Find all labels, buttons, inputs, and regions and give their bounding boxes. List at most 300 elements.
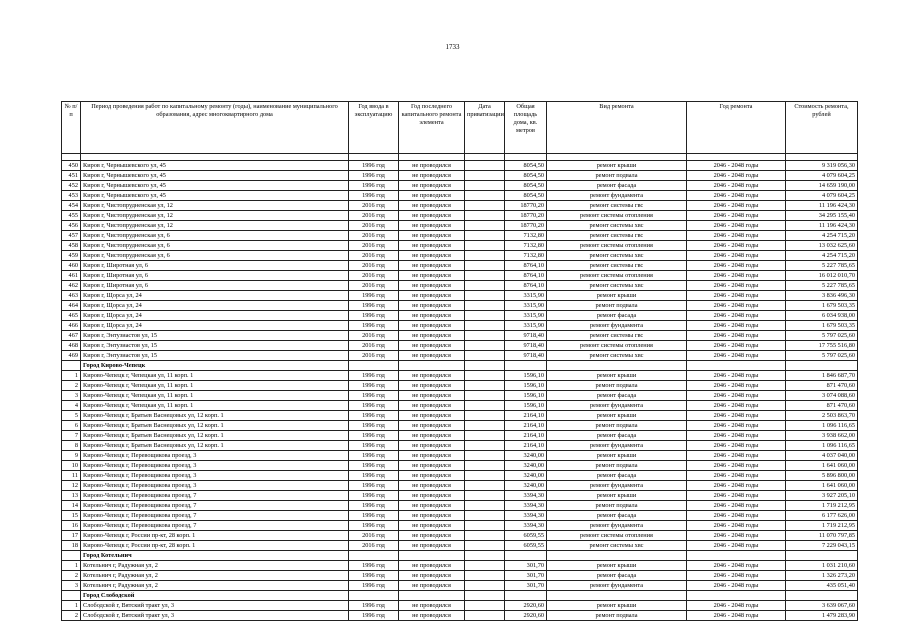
table-row bbox=[62, 241, 858, 251]
area-cell: 3315,90 bbox=[505, 301, 547, 311]
repair-year-cell: 2046 - 2048 годы bbox=[687, 381, 786, 391]
area-cell: 3315,90 bbox=[505, 291, 547, 301]
repair-type-cell: ремонт крыши bbox=[547, 491, 687, 501]
area-cell: 7132,80 bbox=[505, 251, 547, 261]
address-cell: Кирово-Чепецк г, Чепецкая ул, 11 корп. 1 bbox=[81, 401, 349, 411]
table-row bbox=[62, 611, 858, 621]
header-cell: Дата приватизации bbox=[465, 102, 505, 154]
last-repair-cell: не проводился bbox=[399, 611, 465, 621]
repair-year-cell: 2046 - 2048 годы bbox=[687, 411, 786, 421]
repair-type-cell: ремонт системы хвс bbox=[547, 541, 687, 551]
table-spacer-row bbox=[62, 154, 858, 161]
cost-cell: 871 470,60 bbox=[786, 401, 858, 411]
empty-cell bbox=[62, 591, 81, 601]
privatization-date-cell bbox=[465, 241, 505, 251]
address-cell: Киров г, Чистопрудненская ул, 12 bbox=[81, 211, 349, 221]
row-number-cell: 8 bbox=[62, 441, 81, 451]
area-cell: 3394,30 bbox=[505, 521, 547, 531]
last-repair-cell: не проводился bbox=[399, 301, 465, 311]
address-cell: Котельнич г, Радужная ул, 2 bbox=[81, 581, 349, 591]
address-cell: Котельнич г, Радужная ул, 2 bbox=[81, 561, 349, 571]
table-row bbox=[62, 221, 858, 231]
table-row bbox=[62, 581, 858, 591]
last-repair-cell: не проводился bbox=[399, 271, 465, 281]
repair-type-cell: ремонт фундамента bbox=[547, 481, 687, 491]
area-cell: 8764,10 bbox=[505, 281, 547, 291]
address-cell: Киров г, Щорса ул, 24 bbox=[81, 311, 349, 321]
address-cell: Кирово-Чепецк г, Перевощикова проезд, 7 bbox=[81, 511, 349, 521]
privatization-date-cell bbox=[465, 571, 505, 581]
privatization-date-cell bbox=[465, 171, 505, 181]
row-number-cell: 451 bbox=[62, 171, 81, 181]
row-number-cell: 2 bbox=[62, 571, 81, 581]
table-row bbox=[62, 201, 858, 211]
header-cell: Стоимость ремонта, рублей bbox=[786, 102, 858, 154]
year-built-cell: 1996 год bbox=[349, 491, 399, 501]
table-header-row bbox=[62, 102, 858, 154]
table-row bbox=[62, 341, 858, 351]
cost-cell: 3 639 067,60 bbox=[786, 601, 858, 611]
row-number-cell: 465 bbox=[62, 311, 81, 321]
row-number-cell: 460 bbox=[62, 261, 81, 271]
area-cell: 1596,10 bbox=[505, 401, 547, 411]
empty-cell bbox=[399, 551, 465, 561]
repair-year-cell: 2046 - 2048 годы bbox=[687, 161, 786, 171]
table-row bbox=[62, 251, 858, 261]
table-row bbox=[62, 531, 858, 541]
repair-type-cell: ремонт системы гвс bbox=[547, 201, 687, 211]
cost-cell: 9 319 056,30 bbox=[786, 161, 858, 171]
year-built-cell: 1996 год bbox=[349, 441, 399, 451]
row-number-cell: 16 bbox=[62, 521, 81, 531]
repair-year-cell: 2046 - 2048 годы bbox=[687, 281, 786, 291]
empty-cell bbox=[786, 551, 858, 561]
repair-type-cell: ремонт фасада bbox=[547, 311, 687, 321]
area-cell: 9718,40 bbox=[505, 341, 547, 351]
table-row bbox=[62, 491, 858, 501]
last-repair-cell: не проводился bbox=[399, 411, 465, 421]
table-row bbox=[62, 411, 858, 421]
year-built-cell: 1996 год bbox=[349, 461, 399, 471]
row-number-cell: 7 bbox=[62, 431, 81, 441]
last-repair-cell: не проводился bbox=[399, 261, 465, 271]
repair-type-cell: ремонт крыши bbox=[547, 371, 687, 381]
privatization-date-cell bbox=[465, 481, 505, 491]
cost-cell: 4 079 604,25 bbox=[786, 171, 858, 181]
table-row bbox=[62, 171, 858, 181]
address-cell: Киров г, Энтузиастов ул, 15 bbox=[81, 331, 349, 341]
row-number-cell: 6 bbox=[62, 421, 81, 431]
table-row bbox=[62, 441, 858, 451]
privatization-date-cell bbox=[465, 191, 505, 201]
year-built-cell: 2016 год bbox=[349, 271, 399, 281]
table-row bbox=[62, 331, 858, 341]
area-cell: 8764,10 bbox=[505, 261, 547, 271]
area-cell: 3240,00 bbox=[505, 471, 547, 481]
repair-year-cell: 2046 - 2048 годы bbox=[687, 511, 786, 521]
address-cell: Киров г, Щорса ул, 24 bbox=[81, 321, 349, 331]
privatization-date-cell bbox=[465, 541, 505, 551]
empty-cell bbox=[349, 591, 399, 601]
area-cell: 1596,10 bbox=[505, 371, 547, 381]
address-cell: Кирово-Чепецк г, Братьев Васнецовых ул, 12 корп. 1 bbox=[81, 431, 349, 441]
table-row bbox=[62, 451, 858, 461]
year-built-cell: 2016 год bbox=[349, 241, 399, 251]
repair-type-cell: ремонт фасада bbox=[547, 571, 687, 581]
year-built-cell: 1996 год bbox=[349, 391, 399, 401]
address-cell: Кирово-Чепецк г, Чепецкая ул, 11 корп. 1 bbox=[81, 391, 349, 401]
address-cell: Киров г, Энтузиастов ул, 15 bbox=[81, 341, 349, 351]
table-row bbox=[62, 311, 858, 321]
year-built-cell: 1996 год bbox=[349, 471, 399, 481]
empty-cell bbox=[687, 591, 786, 601]
address-cell: Кирово-Чепецк г, Перевощикова проезд, 3 bbox=[81, 481, 349, 491]
repair-type-cell: ремонт подвала bbox=[547, 501, 687, 511]
empty-cell bbox=[81, 154, 349, 161]
row-number-cell: 455 bbox=[62, 211, 81, 221]
repair-year-cell: 2046 - 2048 годы bbox=[687, 251, 786, 261]
repair-type-cell: ремонт фасада bbox=[547, 511, 687, 521]
last-repair-cell: не проводился bbox=[399, 541, 465, 551]
area-cell: 3240,00 bbox=[505, 451, 547, 461]
privatization-date-cell bbox=[465, 431, 505, 441]
area-cell: 2164,10 bbox=[505, 421, 547, 431]
privatization-date-cell bbox=[465, 251, 505, 261]
area-cell: 3394,30 bbox=[505, 491, 547, 501]
year-built-cell: 1996 год bbox=[349, 561, 399, 571]
privatization-date-cell bbox=[465, 381, 505, 391]
repair-type-cell: ремонт фундамента bbox=[547, 441, 687, 451]
address-cell: Кирово-Чепецк г, России пр-кт, 28 корп. 1 bbox=[81, 531, 349, 541]
cost-cell: 1 846 687,70 bbox=[786, 371, 858, 381]
empty-cell bbox=[547, 591, 687, 601]
year-built-cell: 1996 год bbox=[349, 401, 399, 411]
table-row bbox=[62, 431, 858, 441]
empty-cell bbox=[505, 154, 547, 161]
empty-cell bbox=[349, 154, 399, 161]
privatization-date-cell bbox=[465, 461, 505, 471]
privatization-date-cell bbox=[465, 411, 505, 421]
repair-type-cell: ремонт системы отопления bbox=[547, 241, 687, 251]
cost-cell: 1 096 116,65 bbox=[786, 421, 858, 431]
repair-year-cell: 2046 - 2048 годы bbox=[687, 241, 786, 251]
table-row bbox=[62, 471, 858, 481]
empty-cell bbox=[399, 154, 465, 161]
area-cell: 1596,10 bbox=[505, 391, 547, 401]
area-cell: 3315,90 bbox=[505, 321, 547, 331]
cost-cell: 1 641 060,00 bbox=[786, 461, 858, 471]
table-row bbox=[62, 561, 858, 571]
year-built-cell: 1996 год bbox=[349, 501, 399, 511]
repair-type-cell: ремонт системы отопления bbox=[547, 211, 687, 221]
table-row bbox=[62, 371, 858, 381]
year-built-cell: 1996 год bbox=[349, 601, 399, 611]
row-number-cell: 461 bbox=[62, 271, 81, 281]
year-built-cell: 1996 год bbox=[349, 451, 399, 461]
repair-type-cell: ремонт подвала bbox=[547, 421, 687, 431]
last-repair-cell: не проводился bbox=[399, 241, 465, 251]
repair-type-cell: ремонт системы хвс bbox=[547, 251, 687, 261]
area-cell: 18770,20 bbox=[505, 211, 547, 221]
row-number-cell: 14 bbox=[62, 501, 81, 511]
row-number-cell: 13 bbox=[62, 491, 81, 501]
address-cell: Кирово-Чепецк г, России пр-кт, 28 корп. 1 bbox=[81, 541, 349, 551]
repair-year-cell: 2046 - 2048 годы bbox=[687, 171, 786, 181]
area-cell: 6059,55 bbox=[505, 541, 547, 551]
row-number-cell: 469 bbox=[62, 351, 81, 361]
empty-cell bbox=[62, 551, 81, 561]
last-repair-cell: не проводился bbox=[399, 181, 465, 191]
cost-cell: 1 719 212,95 bbox=[786, 501, 858, 511]
last-repair-cell: не проводился bbox=[399, 201, 465, 211]
section-title: Город Кирово-Чепецк bbox=[81, 361, 349, 371]
header-cell: Год ремонта bbox=[687, 102, 786, 154]
repair-year-cell: 2046 - 2048 годы bbox=[687, 431, 786, 441]
section-row bbox=[62, 591, 858, 601]
last-repair-cell: не проводился bbox=[399, 171, 465, 181]
row-number-cell: 468 bbox=[62, 341, 81, 351]
repair-year-cell: 2046 - 2048 годы bbox=[687, 401, 786, 411]
address-cell: Киров г, Чернышевского ул, 45 bbox=[81, 181, 349, 191]
repair-type-cell: ремонт системы хвс bbox=[547, 281, 687, 291]
table-row bbox=[62, 301, 858, 311]
last-repair-cell: не проводился bbox=[399, 431, 465, 441]
last-repair-cell: не проводился bbox=[399, 521, 465, 531]
row-number-cell: 2 bbox=[62, 611, 81, 621]
table-row bbox=[62, 571, 858, 581]
repair-year-cell: 2046 - 2048 годы bbox=[687, 421, 786, 431]
repair-year-cell: 2046 - 2048 годы bbox=[687, 321, 786, 331]
year-built-cell: 1996 год bbox=[349, 481, 399, 491]
privatization-date-cell bbox=[465, 351, 505, 361]
repair-type-cell: ремонт фундамента bbox=[547, 581, 687, 591]
year-built-cell: 2016 год bbox=[349, 351, 399, 361]
last-repair-cell: не проводился bbox=[399, 231, 465, 241]
area-cell: 8054,50 bbox=[505, 171, 547, 181]
empty-cell bbox=[687, 361, 786, 371]
privatization-date-cell bbox=[465, 531, 505, 541]
address-cell: Кирово-Чепецк г, Чепецкая ул, 11 корп. 1 bbox=[81, 381, 349, 391]
repair-year-cell: 2046 - 2048 годы bbox=[687, 501, 786, 511]
repair-year-cell: 2046 - 2048 годы bbox=[687, 611, 786, 621]
year-built-cell: 1996 год bbox=[349, 371, 399, 381]
privatization-date-cell bbox=[465, 491, 505, 501]
repair-year-cell: 2046 - 2048 годы bbox=[687, 231, 786, 241]
year-built-cell: 1996 год bbox=[349, 581, 399, 591]
privatization-date-cell bbox=[465, 301, 505, 311]
table-row bbox=[62, 421, 858, 431]
header-cell: Период проведения работ по капитальному ремонту (годы), наименование муниципального образования, адрес многоквартирного дома bbox=[81, 102, 349, 154]
repair-year-cell: 2046 - 2048 годы bbox=[687, 451, 786, 461]
repair-type-cell: ремонт подвала bbox=[547, 301, 687, 311]
address-cell: Кирово-Чепецк г, Перевощикова проезд, 3 bbox=[81, 451, 349, 461]
address-cell: Киров г, Энтузиастов ул, 15 bbox=[81, 351, 349, 361]
row-number-cell: 456 bbox=[62, 221, 81, 231]
year-built-cell: 1996 год bbox=[349, 611, 399, 621]
section-row bbox=[62, 551, 858, 561]
privatization-date-cell bbox=[465, 611, 505, 621]
area-cell: 2164,10 bbox=[505, 411, 547, 421]
last-repair-cell: не проводился bbox=[399, 571, 465, 581]
empty-cell bbox=[62, 154, 81, 161]
year-built-cell: 1996 год bbox=[349, 521, 399, 531]
address-cell: Киров г, Чернышевского ул, 45 bbox=[81, 161, 349, 171]
privatization-date-cell bbox=[465, 331, 505, 341]
cost-cell: 3 927 205,10 bbox=[786, 491, 858, 501]
repair-type-cell: ремонт системы хвс bbox=[547, 351, 687, 361]
last-repair-cell: не проводился bbox=[399, 531, 465, 541]
address-cell: Киров г, Чистопрудненская ул, 6 bbox=[81, 231, 349, 241]
cost-cell: 17 755 516,80 bbox=[786, 341, 858, 351]
repair-type-cell: ремонт подвала bbox=[547, 381, 687, 391]
area-cell: 2920,60 bbox=[505, 601, 547, 611]
repair-year-cell: 2046 - 2048 годы bbox=[687, 201, 786, 211]
cost-cell: 1 679 503,35 bbox=[786, 301, 858, 311]
row-number-cell: 467 bbox=[62, 331, 81, 341]
table-row bbox=[62, 261, 858, 271]
repair-type-cell: ремонт фундамента bbox=[547, 521, 687, 531]
area-cell: 3240,00 bbox=[505, 461, 547, 471]
header-cell: Год ввода в эксплуатацию bbox=[349, 102, 399, 154]
privatization-date-cell bbox=[465, 321, 505, 331]
privatization-date-cell bbox=[465, 581, 505, 591]
last-repair-cell: не проводился bbox=[399, 191, 465, 201]
address-cell: Киров г, Широтная ул, 6 bbox=[81, 261, 349, 271]
address-cell: Киров г, Чистопрудненская ул, 12 bbox=[81, 221, 349, 231]
year-built-cell: 2016 год bbox=[349, 341, 399, 351]
row-number-cell: 1 bbox=[62, 561, 81, 571]
table-row bbox=[62, 231, 858, 241]
privatization-date-cell bbox=[465, 561, 505, 571]
empty-cell bbox=[465, 591, 505, 601]
last-repair-cell: не проводился bbox=[399, 311, 465, 321]
table-body bbox=[62, 154, 858, 621]
address-cell: Киров г, Чернышевского ул, 45 bbox=[81, 191, 349, 201]
address-cell: Котельнич г, Радужная ул, 2 bbox=[81, 571, 349, 581]
year-built-cell: 2016 год bbox=[349, 251, 399, 261]
cost-cell: 3 836 496,30 bbox=[786, 291, 858, 301]
repair-year-cell: 2046 - 2048 годы bbox=[687, 331, 786, 341]
repair-year-cell: 2046 - 2048 годы bbox=[687, 191, 786, 201]
last-repair-cell: не проводился bbox=[399, 211, 465, 221]
cost-cell: 5 896 800,00 bbox=[786, 471, 858, 481]
repair-year-cell: 2046 - 2048 годы bbox=[687, 601, 786, 611]
repair-year-cell: 2046 - 2048 годы bbox=[687, 181, 786, 191]
year-built-cell: 2016 год bbox=[349, 541, 399, 551]
year-built-cell: 1996 год bbox=[349, 161, 399, 171]
area-cell: 6059,55 bbox=[505, 531, 547, 541]
area-cell: 8054,50 bbox=[505, 161, 547, 171]
row-number-cell: 5 bbox=[62, 411, 81, 421]
privatization-date-cell bbox=[465, 311, 505, 321]
privatization-date-cell bbox=[465, 391, 505, 401]
table-row bbox=[62, 481, 858, 491]
privatization-date-cell bbox=[465, 211, 505, 221]
privatization-date-cell bbox=[465, 371, 505, 381]
empty-cell bbox=[505, 361, 547, 371]
cost-cell: 11 196 424,30 bbox=[786, 221, 858, 231]
year-built-cell: 1996 год bbox=[349, 181, 399, 191]
table-row bbox=[62, 191, 858, 201]
cost-cell: 6 034 938,00 bbox=[786, 311, 858, 321]
page-number: 1733 bbox=[445, 43, 460, 51]
repair-type-cell: ремонт системы гвс bbox=[547, 331, 687, 341]
empty-cell bbox=[399, 591, 465, 601]
year-built-cell: 1996 год bbox=[349, 301, 399, 311]
privatization-date-cell bbox=[465, 421, 505, 431]
cost-cell: 5 227 785,65 bbox=[786, 261, 858, 271]
empty-cell bbox=[465, 154, 505, 161]
privatization-date-cell bbox=[465, 521, 505, 531]
row-number-cell: 458 bbox=[62, 241, 81, 251]
cost-cell: 4 037 040,00 bbox=[786, 451, 858, 461]
row-number-cell: 3 bbox=[62, 391, 81, 401]
empty-cell bbox=[687, 154, 786, 161]
table-row bbox=[62, 321, 858, 331]
last-repair-cell: не проводился bbox=[399, 401, 465, 411]
area-cell: 301,70 bbox=[505, 571, 547, 581]
privatization-date-cell bbox=[465, 401, 505, 411]
empty-cell bbox=[505, 591, 547, 601]
cost-cell: 1 031 210,60 bbox=[786, 561, 858, 571]
empty-cell bbox=[547, 361, 687, 371]
table-row bbox=[62, 381, 858, 391]
row-number-cell: 9 bbox=[62, 451, 81, 461]
area-cell: 3394,30 bbox=[505, 501, 547, 511]
year-built-cell: 1996 год bbox=[349, 291, 399, 301]
repair-year-cell: 2046 - 2048 годы bbox=[687, 261, 786, 271]
privatization-date-cell bbox=[465, 601, 505, 611]
repair-year-cell: 2046 - 2048 годы bbox=[687, 291, 786, 301]
last-repair-cell: не проводился bbox=[399, 511, 465, 521]
row-number-cell: 466 bbox=[62, 321, 81, 331]
cost-cell: 1 641 060,00 bbox=[786, 481, 858, 491]
repair-type-cell: ремонт фасада bbox=[547, 181, 687, 191]
address-cell: Кирово-Чепецк г, Перевощикова проезд, 7 bbox=[81, 501, 349, 511]
address-cell: Киров г, Широтная ул, 6 bbox=[81, 281, 349, 291]
address-cell: Киров г, Чистопрудненская ул, 6 bbox=[81, 251, 349, 261]
last-repair-cell: не проводился bbox=[399, 371, 465, 381]
header-cell: Общая площадь дома, кв. метров bbox=[505, 102, 547, 154]
row-number-cell: 454 bbox=[62, 201, 81, 211]
cost-cell: 5 797 025,60 bbox=[786, 351, 858, 361]
cost-cell: 4 254 715,20 bbox=[786, 251, 858, 261]
empty-cell bbox=[786, 361, 858, 371]
privatization-date-cell bbox=[465, 501, 505, 511]
repair-type-cell: ремонт фасада bbox=[547, 431, 687, 441]
area-cell: 18770,20 bbox=[505, 221, 547, 231]
repair-year-cell: 2046 - 2048 годы bbox=[687, 391, 786, 401]
year-built-cell: 1996 год bbox=[349, 381, 399, 391]
address-cell: Кирово-Чепецк г, Братьев Васнецовых ул, 12 корп. 1 bbox=[81, 411, 349, 421]
area-cell: 3394,30 bbox=[505, 511, 547, 521]
area-cell: 1596,10 bbox=[505, 381, 547, 391]
table-row bbox=[62, 391, 858, 401]
section-title: Город Котельнич bbox=[81, 551, 349, 561]
row-number-cell: 1 bbox=[62, 601, 81, 611]
cost-cell: 1 719 212,95 bbox=[786, 521, 858, 531]
repair-year-cell: 2046 - 2048 годы bbox=[687, 531, 786, 541]
last-repair-cell: не проводился bbox=[399, 471, 465, 481]
row-number-cell: 457 bbox=[62, 231, 81, 241]
privatization-date-cell bbox=[465, 451, 505, 461]
table-row bbox=[62, 281, 858, 291]
repair-type-cell: ремонт крыши bbox=[547, 561, 687, 571]
privatization-date-cell bbox=[465, 511, 505, 521]
repair-type-cell: ремонт фундамента bbox=[547, 401, 687, 411]
year-built-cell: 2016 год bbox=[349, 531, 399, 541]
capital-repair-table bbox=[61, 101, 858, 621]
